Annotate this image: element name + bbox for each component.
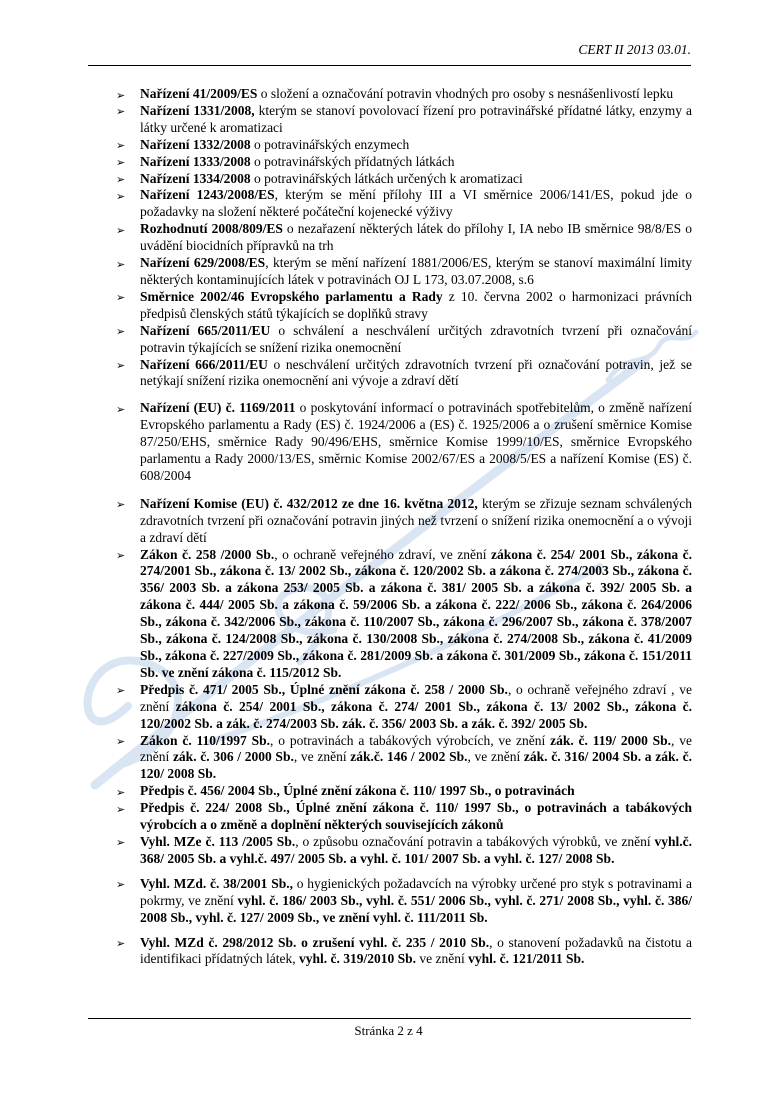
arrow-bullet-icon: ➢ bbox=[116, 837, 126, 850]
list-item bbox=[110, 86, 692, 103]
list-item-text: Předpis č. 456/ 2004 Sb., Úplné znění zákona č. 110/ 1997 Sb., o potravinách bbox=[140, 783, 575, 799]
arrow-bullet-icon: ➢ bbox=[116, 938, 126, 950]
list-item-text: Vyhl. MZe č. 113 /2005 Sb., o způsobu označování potravin a tabákových výrobků, ve znění vyhl.č. 368/ 2005 Sb. a vyhl.č. 497/ 2005 Sb. a vyhl. č. 101/ 2007 Sb. a vyhl. č. 127/ 2008 Sb. bbox=[140, 833, 692, 866]
list-item-text: Zákon č. 258 /2000 Sb., o ochraně veřejného zdraví, ve znění zákona č. 254/ 2001 Sb., zákona č. 274/2001 Sb., zákona č. 13/ 2002 Sb., zákona č. 120/2002 Sb. a zákona č. 274/2003 Sb., zákona č. 356/ 2003 Sb. a zákona 253/ 2005 Sb. a zákona č. 381/ 2005 Sb. a zákona č. 392/ 2005 Sb. a zákona č. 444/ 2005 Sb. a zákona č. 59/2006 Sb. a zákona č. 222/ 2006 Sb., zákona č. 264/2006 Sb., zákona č. 342/2006 Sb., zákona č. 110/2007 Sb., zákona č. 296/2007 Sb., zákona č. 378/2007 Sb., zákona č. 124/2008 Sb., zákona č. 130/2008 Sb., zákona č. 274/2008 Sb., zákona č. 41/2009 Sb., zákona č. 227/2009 Sb., zákona č. 281/2009 Sb. a zákona č. 301/2009 Sb., zákona č. 151/2011 Sb. ve znění zákona č. 115/2012 Sb. bbox=[140, 546, 692, 680]
arrow-bullet-icon: ➢ bbox=[116, 292, 126, 305]
arrow-bullet-icon: ➢ bbox=[116, 403, 126, 416]
arrow-bullet-icon: ➢ bbox=[116, 499, 126, 512]
list-item bbox=[110, 154, 692, 171]
arrow-bullet-icon: ➢ bbox=[116, 550, 126, 563]
list-item-text: Nařízení (EU) č. 1169/2011 o poskytování informací o potravinách spotřebitelům, o změně nařízení Evropského parlamentu a Rady (ES) č. 1924/2006 a (ES) č. 1925/2006 a o zrušení směrnice Komise 87/250/EHS, směrnice Rady 90/496/EHS, směrnice Komise 1999/10/ES, směrnice Evropského parlamentu a Rady 2000/13/ES, směrnic Komise 2002/67/ES a 2008/5/ES a nařízení Komise (ES) č. 608/2004 bbox=[140, 400, 692, 483]
arrow-bullet-icon: ➢ bbox=[116, 685, 126, 698]
list-item bbox=[110, 255, 692, 289]
list-item-text: Nařízení 666/2011/EU o neschválení určitých zdravotních tvrzení při označování potravin, jež se netýkají snížení rizika onemocnění ani vývoje a zdraví dětí bbox=[140, 356, 692, 389]
list-item-text: Předpis č. 471/ 2005 Sb., Úplné znění zákona č. 258 / 2000 Sb., o ochraně veřejného zdraví , ve znění zákona č. 254/ 2001 Sb., zákona č. 274/ 2001 Sb., zákona č. 13/ 2002 Sb., zákona č. 120/2002 Sb. a zák. č. 274/2003 Sb. zák. č. 356/ 2003 Sb. a zák. č. 392/ 2005 Sb. bbox=[140, 681, 692, 731]
list-item bbox=[110, 783, 692, 800]
arrow-bullet-icon: ➢ bbox=[116, 879, 126, 892]
list-item bbox=[110, 834, 692, 868]
list-item bbox=[110, 187, 692, 221]
list-item-text: Směrnice 2002/46 Evropského parlamentu a Rady z 10. června 2002 o harmonizaci právních předpisů členských států týkajících se doplňků stravy bbox=[140, 288, 692, 321]
arrow-bullet-icon: ➢ bbox=[116, 360, 126, 372]
arrow-bullet-icon: ➢ bbox=[116, 157, 126, 170]
list-item-text: Nařízení 1333/2008 o potravinářských přídatných látkách bbox=[140, 153, 455, 169]
arrow-bullet-icon: ➢ bbox=[116, 326, 126, 339]
list-item-text: Předpis č. 224/ 2008 Sb., Úplné znění zákona č. 110/ 1997 Sb., o potravinách a tabákových výrobcích a o změně a doplnění některých souvisejících zákonů bbox=[140, 800, 692, 833]
list-item-text: Nařízení Komise (EU) č. 432/2012 ze dne 16. května 2012, kterým se zřizuje seznam schválených zdravotních tvrzení při označování potravin jiných než tvrzení o snížení rizika onemocnění a o vývoji a zdraví dětí bbox=[140, 495, 692, 545]
arrow-bullet-icon: ➢ bbox=[116, 224, 126, 237]
list-item-text: Nařízení 41/2009/ES o složení a označování potravin vhodných pro osoby s nesnášenlivostí lepku bbox=[140, 86, 674, 101]
list-item bbox=[110, 289, 692, 323]
list-item bbox=[110, 800, 692, 834]
arrow-bullet-icon: ➢ bbox=[116, 174, 126, 187]
arrow-bullet-icon: ➢ bbox=[116, 786, 126, 799]
arrow-bullet-icon: ➢ bbox=[116, 106, 126, 119]
arrow-bullet-icon: ➢ bbox=[116, 258, 126, 271]
arrow-bullet-icon: ➢ bbox=[116, 89, 126, 102]
list-item bbox=[110, 733, 692, 784]
list-item-text: Rozhodnutí 2008/809/ES o nezařazení některých látek do přílohy I, IA nebo IB směrnice 98/8/ES o uvádění biocidních přípravků na trh bbox=[140, 221, 692, 254]
list-item bbox=[110, 357, 692, 391]
list-item-text: Zákon č. 110/1997 Sb., o potravinách a tabákových výrobcích, ve znění zák. č. 119/ 2000 Sb., ve znění zák. č. 306 / 2000 Sb., ve znění zák.č. 146 / 2002 Sb., ve znění zák. č. 316/ 2004 Sb. a zák. č. 120/ 2008 Sb. bbox=[140, 732, 692, 782]
header-divider bbox=[88, 65, 691, 66]
footer-divider bbox=[88, 1018, 691, 1019]
list-item bbox=[110, 400, 692, 485]
list-item bbox=[110, 103, 692, 137]
list-item bbox=[110, 682, 692, 733]
list-item-text: Nařízení 1331/2008, kterým se stanoví povolovací řízení pro potravinářské přídatné látky, enzymy a látky určené k aromatizaci bbox=[140, 102, 692, 135]
list-item bbox=[110, 935, 692, 969]
list-item bbox=[110, 323, 692, 357]
regulation-list bbox=[110, 86, 692, 968]
list-item bbox=[110, 171, 692, 188]
arrow-bullet-icon: ➢ bbox=[116, 190, 126, 203]
list-item-text: Nařízení 1243/2008/ES, kterým se mění přílohy III a VI směrnice 2006/141/ES, pokud jde o požadavky na složení některé počáteční kojenecké výživy bbox=[140, 187, 692, 220]
list-item bbox=[110, 496, 692, 547]
page-number: Stránka 2 z 4 bbox=[354, 1023, 423, 1038]
list-item bbox=[110, 547, 692, 682]
list-item-text: Vyhl. MZd č. 298/2012 Sb. o zrušení vyhl. č. 235 / 2010 Sb., o stanovení požadavků na čistotu a identifikaci přídatných látek, vyhl. č. 319/2010 Sb. ve znění vyhl. č. 121/2011 Sb. bbox=[140, 934, 693, 967]
list-item-text: Nařízení 1332/2008 o potravinářských enzymech bbox=[140, 136, 410, 152]
list-item-text: Vyhl. MZd. č. 38/2001 Sb., o hygienických požadavcích na výrobky určené pro styk s potravinami a pokrmy, ve znění vyhl. č. 186/ 2003 Sb., vyhl. č. 551/ 2006 Sb., vyhl. č. 271/ 2008 Sb., vyhl. č. 386/ 2008 Sb., vyhl. č. 127/ 2009 Sb., ve znění vyhl. č. 111/2011 Sb. bbox=[140, 875, 692, 925]
document-reference: CERT II 2013 03.01. bbox=[578, 42, 691, 57]
list-item-text: Nařízení 1334/2008 o potravinářských látkách určených k aromatizaci bbox=[140, 170, 523, 186]
arrow-bullet-icon: ➢ bbox=[116, 140, 126, 153]
list-item bbox=[110, 137, 692, 154]
arrow-bullet-icon: ➢ bbox=[116, 803, 126, 816]
list-item-text: Nařízení 665/2011/EU o schválení a neschválení určitých zdravotních tvrzení při označování potravin týkajících se snížení rizika onemocnění bbox=[140, 322, 692, 355]
arrow-bullet-icon: ➢ bbox=[116, 736, 126, 749]
list-item bbox=[110, 221, 692, 255]
list-item bbox=[110, 876, 692, 927]
list-item-text: Nařízení 629/2008/ES, kterým se mění nařízení 1881/2006/ES, kterým se stanoví maximální limity některých kontaminujících látek v potravinách OJ L 173, 03.07.2008, s.6 bbox=[140, 255, 692, 287]
